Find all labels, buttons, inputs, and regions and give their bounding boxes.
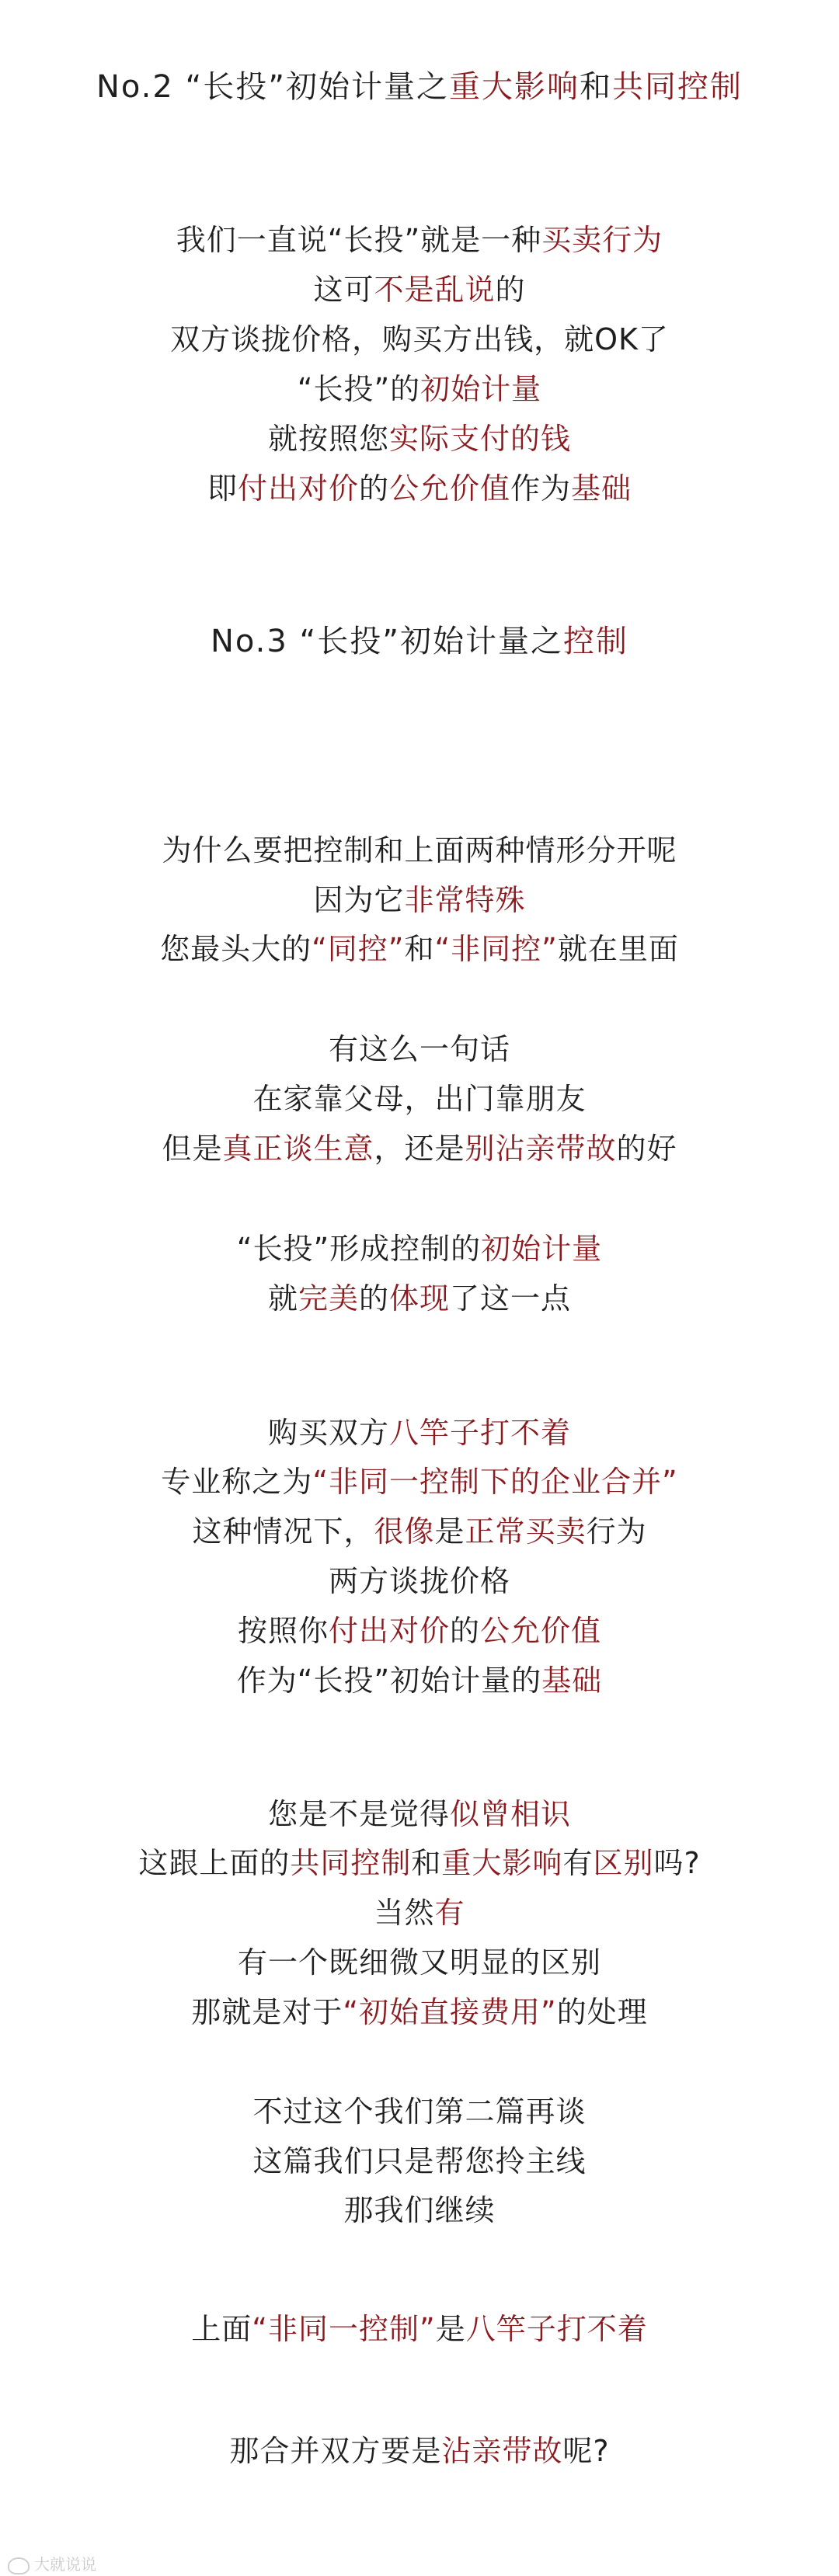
text-segment: 的好 (616, 1132, 677, 1166)
section-heading-no3 (0, 621, 839, 662)
text-segment: 的 (358, 471, 389, 506)
highlight-text: 有 (434, 1896, 465, 1930)
highlight-text: 体现 (389, 1281, 451, 1316)
text-line (0, 929, 839, 969)
highlight-text: 很像 (374, 1514, 435, 1549)
highlight-text: 不是乱说 (374, 273, 496, 307)
weibo-logo-icon (8, 2557, 30, 2574)
text-segment: 就按照您 (267, 422, 389, 456)
text-line (0, 880, 839, 920)
text-line (0, 1511, 839, 1552)
text-segment: 有 (562, 1846, 594, 1880)
highlight-text: 共同控制 (290, 1846, 412, 1880)
text-segment: 的 (495, 273, 526, 307)
text-segment: No.3 “长投”初始计量之 (210, 624, 563, 659)
highlight-text: 非常特殊 (404, 883, 526, 917)
text-segment: 是 (434, 1514, 465, 1549)
watermark (8, 2552, 96, 2574)
text-segment: 那我们继续 (343, 2193, 496, 2227)
text-line (0, 1029, 839, 1069)
text-line (0, 419, 839, 459)
text-segment: 这跟上面的 (138, 1846, 291, 1880)
text-segment: 购买双方 (267, 1416, 389, 1450)
highlight-text: 初始计量 (420, 372, 542, 406)
highlight-text: 沾亲带故 (441, 2434, 563, 2468)
highlight-text: 正常买卖 (465, 1514, 587, 1549)
text-segment: 这种情况下， (192, 1514, 374, 1549)
highlight-text: 控制 (563, 624, 628, 659)
text-segment: 因为它 (313, 883, 405, 917)
text-line (0, 2091, 839, 2132)
text-segment: 为什么要把控制和上面两种情形分开呢 (162, 833, 677, 867)
section-heading-no2 (0, 67, 839, 107)
text-segment: 不过这个我们第二篇再谈 (252, 2095, 587, 2129)
text-line (0, 1413, 839, 1453)
text-segment: 您是不是觉得 (267, 1797, 450, 1831)
text-line (0, 2141, 839, 2181)
text-segment: 就 (267, 1281, 298, 1316)
text-line (0, 269, 839, 310)
highlight-text: 付出对价 (237, 471, 359, 506)
text-line (0, 1660, 839, 1701)
text-line (0, 1611, 839, 1651)
text-line (0, 1992, 839, 2032)
text-line (0, 1893, 839, 1933)
highlight-text: 别沾亲带故 (465, 1132, 617, 1166)
text-segment: 专业称之为 (161, 1465, 313, 1499)
highlight-text: “非同一控制下的企业合并” (312, 1465, 678, 1499)
text-segment: 双方谈拢价格，购买方出钱，就OK了 (170, 322, 669, 356)
text-segment: “长投”形成控制的 (236, 1232, 482, 1266)
highlight-text: 真正谈生意 (222, 1132, 374, 1166)
text-segment: 那就是对于 (191, 1995, 343, 2029)
text-segment: 了这一点 (450, 1281, 572, 1316)
text-segment: 两方谈拢价格 (328, 1564, 510, 1598)
highlight-text: 八竿子打不着 (465, 2312, 648, 2346)
highlight-text: “非同控” (434, 932, 558, 966)
watermark-text: 大就说说 (34, 2555, 96, 2574)
text-line (0, 468, 839, 509)
text-segment: 但是 (162, 1132, 223, 1166)
text-segment: 当然 (374, 1896, 435, 1930)
text-segment: 呢? (562, 2434, 610, 2468)
text-line (0, 2190, 839, 2230)
text-segment: 和 (404, 932, 435, 966)
text-segment: 吗? (653, 1846, 701, 1880)
text-segment: 的 (358, 1281, 389, 1316)
text-segment: 在家靠父母，出门靠朋友 (252, 1082, 587, 1116)
highlight-text: 付出对价 (328, 1614, 450, 1648)
text-line (0, 1942, 839, 1983)
text-line (0, 220, 839, 260)
text-segment: 上面 (191, 2312, 252, 2346)
text-line (0, 1278, 839, 1319)
text-segment: 有一个既细微又明显的区别 (237, 1945, 601, 1980)
text-segment: 这篇我们只是帮您拎主线 (252, 2144, 587, 2178)
highlight-text: 重大影响 (449, 69, 580, 105)
text-segment: 是 (435, 2312, 466, 2346)
highlight-text: 重大影响 (441, 1846, 563, 1880)
text-segment: 和 (580, 69, 612, 105)
highlight-text: 初始计量 (481, 1232, 603, 1266)
highlight-text: 完美 (298, 1281, 359, 1316)
text-segment: 和 (411, 1846, 442, 1880)
text-segment: 的处理 (556, 1995, 648, 2029)
text-line (0, 1843, 839, 1883)
text-line (0, 830, 839, 871)
highlight-text: 买卖行为 (541, 223, 663, 257)
text-line (0, 319, 839, 360)
text-segment: 作为 (510, 471, 572, 506)
highlight-text: 公允价值 (389, 471, 511, 506)
highlight-text: “同控” (312, 932, 405, 966)
highlight-text: 共同控制 (612, 69, 743, 105)
text-segment: 按照你 (237, 1614, 329, 1648)
highlight-text: 公允价值 (480, 1614, 602, 1648)
text-segment: ，还是 (374, 1132, 465, 1166)
highlight-text: 八竿子打不着 (389, 1416, 572, 1450)
text-segment: 您最头大的 (160, 932, 312, 966)
highlight-text: “初始直接费用” (343, 1995, 557, 2029)
text-segment: “长投”的 (297, 372, 421, 406)
text-segment: 的 (450, 1614, 481, 1648)
text-segment: 有这么一句话 (328, 1032, 510, 1066)
text-line (0, 1794, 839, 1834)
text-segment: 我们一直说“长投”就是一种 (176, 223, 542, 257)
text-line (0, 1462, 839, 1502)
highlight-text: 实际支付的钱 (389, 422, 572, 456)
text-segment: 就在里面 (557, 932, 679, 966)
highlight-text: 似曾相识 (450, 1797, 572, 1831)
highlight-text: 基础 (571, 471, 632, 506)
text-line (0, 1079, 839, 1119)
text-segment: 行为 (586, 1514, 647, 1549)
highlight-text: “非同一控制” (252, 2312, 436, 2346)
text-line (0, 369, 839, 409)
text-segment: 这可 (313, 273, 374, 307)
text-segment: No.2 “长投”初始计量之 (96, 69, 449, 105)
text-line (0, 1229, 839, 1269)
text-segment: 那合并双方要是 (229, 2434, 442, 2468)
text-segment: 即 (207, 471, 238, 506)
text-line (0, 1561, 839, 1601)
text-line (0, 1128, 839, 1169)
highlight-text: 基础 (541, 1663, 603, 1698)
text-segment: 作为“长投”初始计量的 (236, 1663, 542, 1698)
highlight-text: 区别 (593, 1846, 654, 1880)
text-line (0, 2431, 839, 2471)
text-line (0, 2309, 839, 2349)
